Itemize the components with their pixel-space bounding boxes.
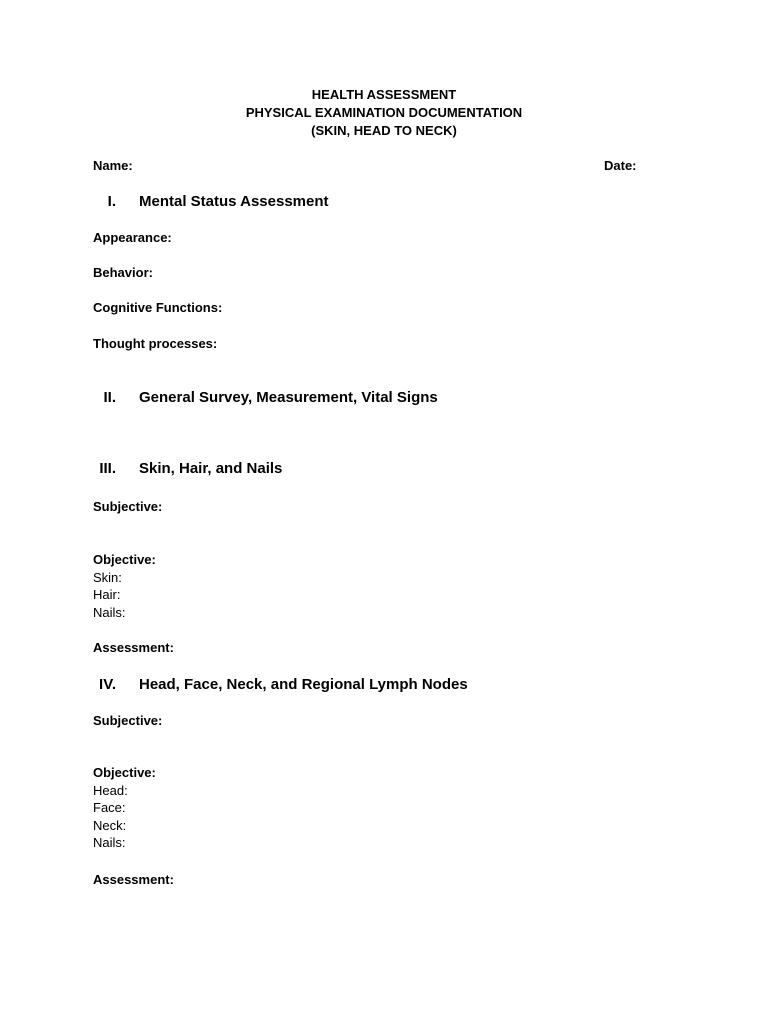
skin-field: Skin: [93,570,122,585]
skin-subjective-label: Subjective: [93,499,163,514]
section-4-number: IV. [99,676,116,693]
behavior-label: Behavior: [93,265,153,280]
neck-field: Neck: [93,818,127,833]
skin-objective-label: Objective: [93,552,156,567]
appearance-label: Appearance: [93,230,172,245]
head-field: Head: [93,783,128,798]
skin-assessment-label: Assessment: [93,640,174,655]
thought-processes-label: Thought processes: [93,336,218,351]
head-objective-label: Objective: [93,765,156,780]
document-subtitle: PHYSICAL EXAMINATION DOCUMENTATION [245,105,523,120]
date-label: Date: [604,158,637,173]
document-title: HEALTH ASSESSMENT [311,87,457,102]
head-nails-field: Nails: [93,835,126,850]
nails-field: Nails: [93,605,126,620]
face-field: Face: [93,800,126,815]
section-4-title: Head, Face, Neck, and Regional Lymph Nodes [139,676,468,693]
document-scope: (SKIN, HEAD TO NECK) [311,123,457,138]
section-3-number: III. [99,460,116,477]
hair-field: Hair: [93,587,121,602]
section-3-title: Skin, Hair, and Nails [139,460,283,477]
section-1-number: I. [107,193,116,210]
cognitive-functions-label: Cognitive Functions: [93,300,223,315]
head-subjective-label: Subjective: [93,713,163,728]
section-1-title: Mental Status Assessment [139,193,329,210]
name-label: Name: [93,158,133,173]
section-2-number: II. [103,389,116,406]
head-assessment-label: Assessment: [93,872,174,887]
section-2-title: General Survey, Measurement, Vital Signs [139,389,438,406]
